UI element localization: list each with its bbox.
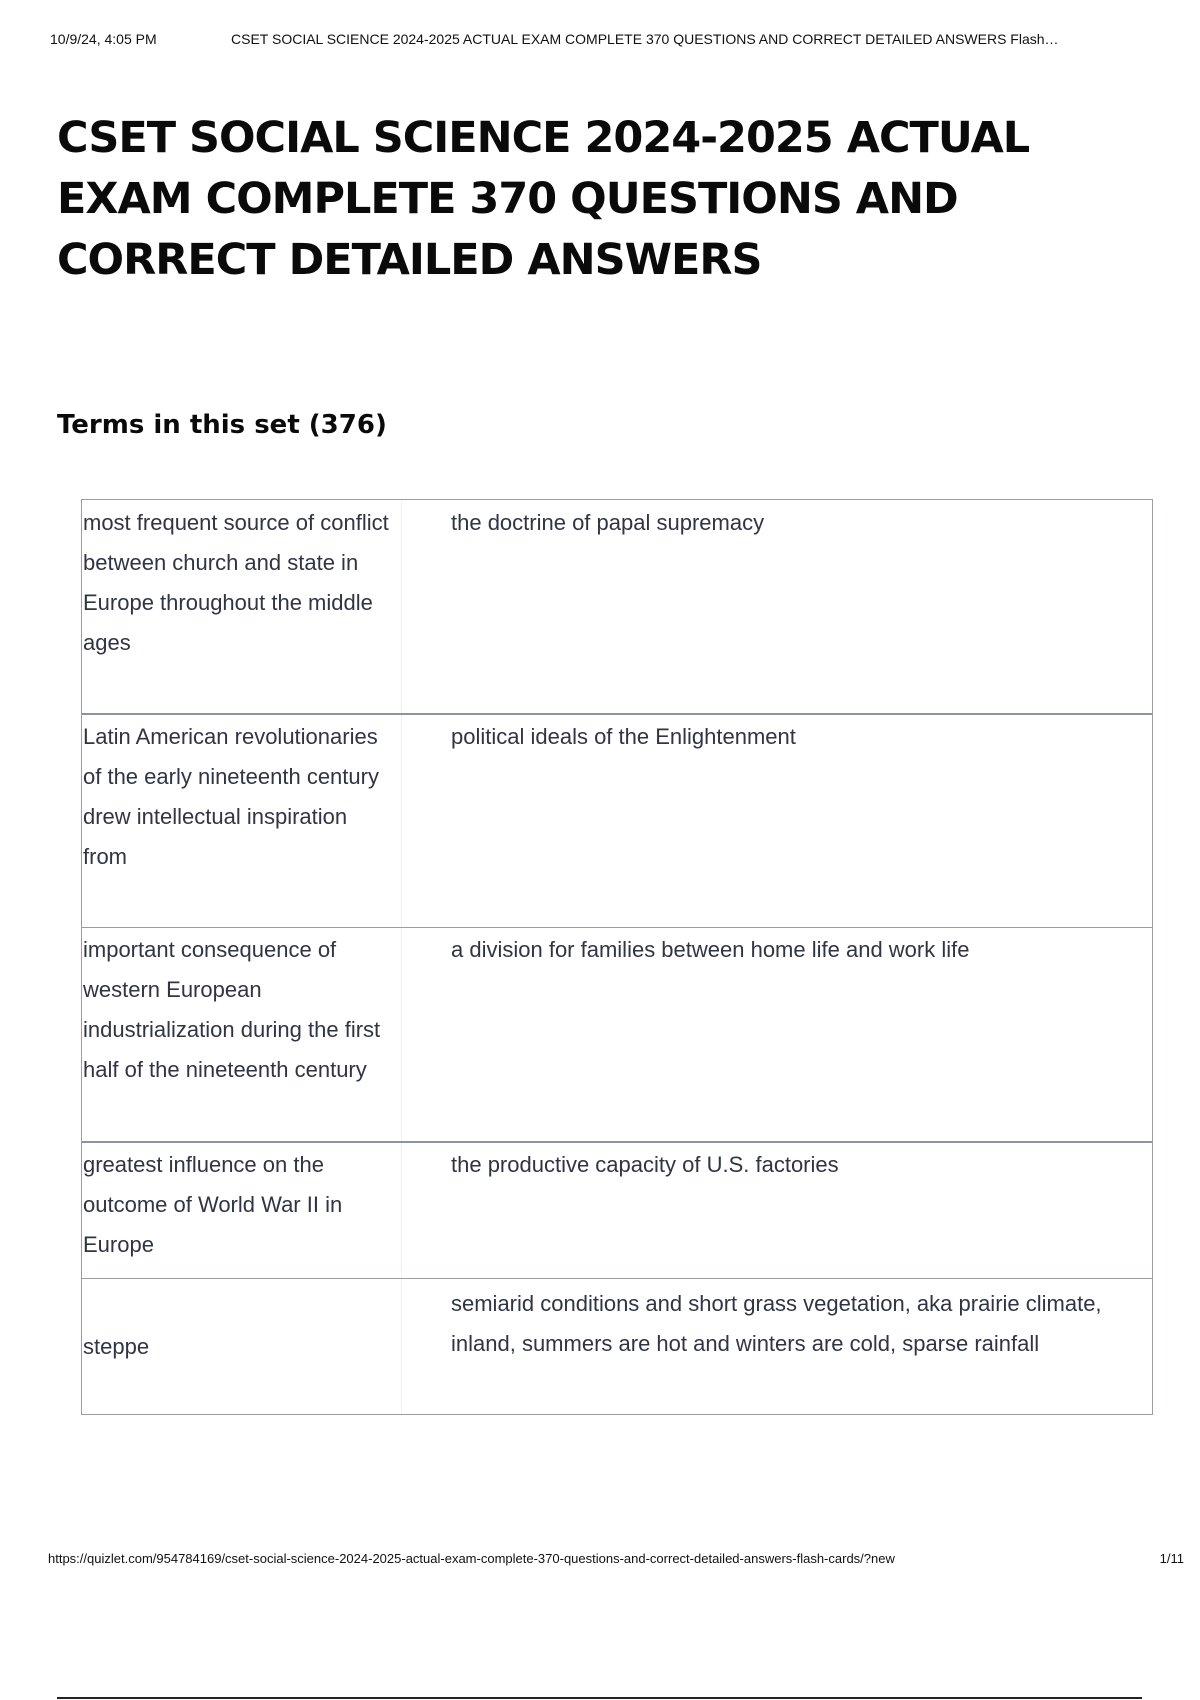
term-row xyxy=(82,1278,1152,1414)
term-row xyxy=(82,713,1152,927)
term-cell xyxy=(82,500,402,713)
print-url: https://quizlet.com/954784169/cset-social-science-2024-2025-actual-exam-complete-370-questions-and-correct-detailed-answers-flash-cards/?new xyxy=(48,1551,895,1566)
term-row xyxy=(82,1141,1152,1278)
definition-cell: semiarid conditions and short grass vegetation, aka prairie climate, inland, summers are hot and winters are cold, sparse rainfall xyxy=(451,1291,1102,1356)
page-divider xyxy=(57,1697,1142,1699)
term-text: steppe xyxy=(83,1333,150,1359)
definition-cell: political ideals of the Enlightenment xyxy=(451,724,796,749)
page-title: CSET SOCIAL SCIENCE 2024-2025 ACTUAL EXAM COMPLETE 370 QUESTIONS AND CORRECT DETAILED ANSWERS xyxy=(57,113,1030,285)
definition-cell: a division for families between home life and work life xyxy=(451,937,970,962)
print-document-title: CSET SOCIAL SCIENCE 2024-2025 ACTUAL EXAM COMPLETE 370 QUESTIONS AND CORRECT DETAILED ANSWERS Flash… xyxy=(231,31,1059,47)
definition-cell: the productive capacity of U.S. factories xyxy=(451,1152,839,1177)
print-date: 10/9/24, 4:05 PM xyxy=(50,31,157,47)
term-cell xyxy=(82,715,402,927)
term-text: Latin American revolutionaries of the early nineteenth century drew intellectual inspiration from xyxy=(83,724,379,869)
term-row xyxy=(82,500,1152,713)
term-text: most frequent source of conflict between church and state in Europe throughout the middle ages xyxy=(83,510,389,655)
term-text: important consequence of western European industrialization during the first half of the nineteenth century xyxy=(83,937,381,1082)
term-cell xyxy=(82,1143,402,1278)
term-text: greatest influence on the outcome of World War II in Europe xyxy=(83,1152,343,1257)
terms-table xyxy=(81,499,1153,1415)
term-row xyxy=(82,927,1152,1141)
term-cell xyxy=(82,1279,402,1414)
term-cell xyxy=(82,928,402,1141)
terms-count-heading: Terms in this set (376) xyxy=(57,410,387,440)
definition-cell: the doctrine of papal supremacy xyxy=(451,510,765,535)
page-number: 1/11 xyxy=(1159,1551,1184,1566)
